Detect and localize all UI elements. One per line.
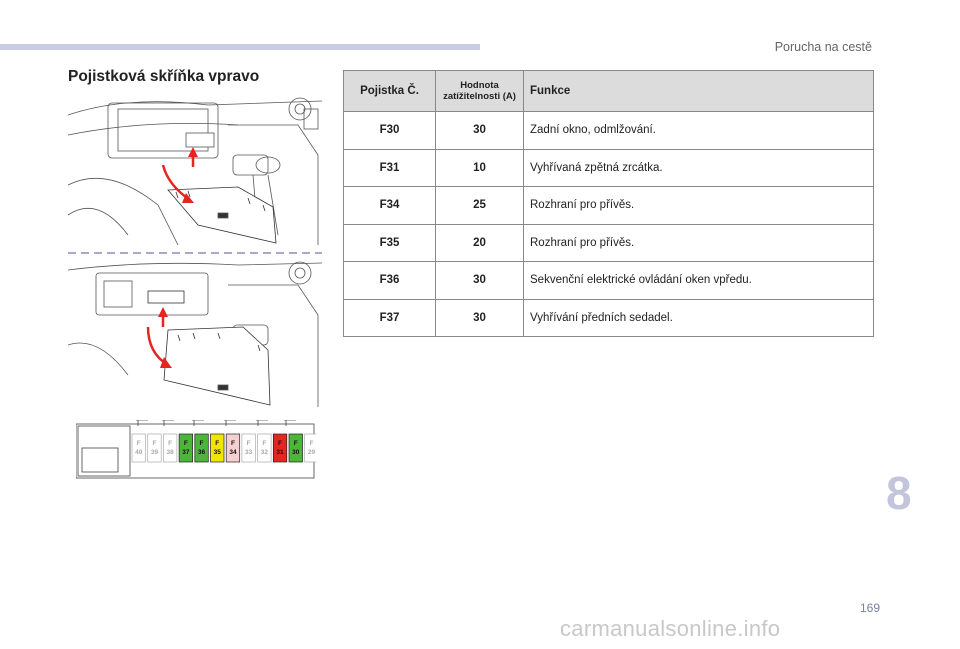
fuse-letter: F [278, 440, 283, 447]
fuse-number: 35 [213, 449, 221, 456]
rating-cell: 10 [436, 149, 524, 187]
fuse-slot-35 [211, 434, 225, 462]
section-header: Porucha na cestě [774, 40, 872, 54]
fuse-letter: F [152, 440, 157, 447]
fuse-cell: F31 [344, 149, 436, 187]
table-row [344, 187, 874, 225]
fuse-slot-29 [305, 434, 316, 462]
function-cell: Zadní okno, odmlžování. [524, 112, 874, 150]
fuse-number: 29 [307, 449, 316, 456]
fuse-cell: F35 [344, 224, 436, 262]
fuse-number: 39 [150, 449, 159, 456]
fuse-cell: F34 [344, 187, 436, 225]
fuse-number: 37 [182, 449, 190, 456]
watermark: carmanualsonline.info [560, 616, 781, 641]
table-row [344, 224, 874, 262]
fuse-letter: F [230, 440, 235, 447]
fuse-letter: F [262, 440, 267, 447]
table-row [344, 299, 874, 337]
fuse-cell: F36 [344, 262, 436, 300]
rating-cell: 30 [436, 112, 524, 150]
fuse-letter: F [136, 440, 141, 447]
fuse-table [343, 70, 874, 337]
fuse-number: 38 [166, 449, 174, 456]
fuse-slot-39 [148, 434, 162, 462]
table-row [344, 262, 874, 300]
section-title: Pojistková skříňka vpravo [68, 68, 260, 85]
fuse-letter: F [309, 440, 314, 447]
chapter-number: 8 [886, 467, 912, 519]
fuse-slot-33 [242, 434, 256, 462]
upper-view [68, 98, 322, 245]
fuse-letter: F [168, 440, 173, 447]
header-function: Funkce [524, 71, 874, 112]
page-number: 169 [860, 601, 881, 615]
function-cell: Rozhraní pro přívěs. [524, 224, 874, 262]
fuse-slot-30 [289, 434, 303, 462]
fuse-number: 40 [135, 449, 143, 456]
glovebox-illustration [68, 95, 322, 407]
fuse-number: 32 [260, 449, 268, 456]
table-row [344, 112, 874, 150]
function-cell: Vyhřívaná zpětná zrcátka. [524, 149, 874, 187]
table-row [344, 149, 874, 187]
fuse-letter: F [246, 440, 251, 447]
fuse-number: 31 [276, 449, 284, 456]
fuse-slot-40 [132, 434, 146, 462]
header-bar [0, 44, 480, 50]
fuse-cell: F30 [344, 112, 436, 150]
rating-cell: 30 [436, 262, 524, 300]
fuse-letter: F [293, 440, 298, 447]
fuse-slot-36 [195, 434, 209, 462]
fuse-box-diagram [76, 420, 316, 480]
fuse-slot-31 [273, 434, 287, 462]
fuse-slot-38 [163, 434, 177, 462]
function-cell: Vyhřívání předních sedadel. [524, 299, 874, 337]
fuse-number: 36 [197, 449, 206, 456]
header-fuse: Pojistka Č. [344, 71, 436, 112]
lower-view [68, 262, 322, 407]
fuse-letter: F [199, 440, 204, 447]
rating-cell: 20 [436, 224, 524, 262]
rating-cell: 30 [436, 299, 524, 337]
function-cell: Rozhraní pro přívěs. [524, 187, 874, 225]
fuse-number: 34 [229, 449, 237, 456]
fuse-letter: F [183, 440, 188, 447]
fuse-slot-34 [226, 434, 240, 462]
fuse-number: 33 [245, 449, 253, 456]
header-rating: Hodnota zatížitelnosti (A) [436, 71, 524, 112]
fuse-cell: F37 [344, 299, 436, 337]
function-cell: Sekvenční elektrické ovládání oken vpředu. [524, 262, 874, 300]
table-header-row [344, 71, 874, 112]
rating-cell: 25 [436, 187, 524, 225]
fuse-slot-32 [258, 434, 272, 462]
fuse-letter: F [215, 440, 220, 447]
fuse-number: 30 [292, 449, 300, 456]
fuse-slot-37 [179, 434, 193, 462]
